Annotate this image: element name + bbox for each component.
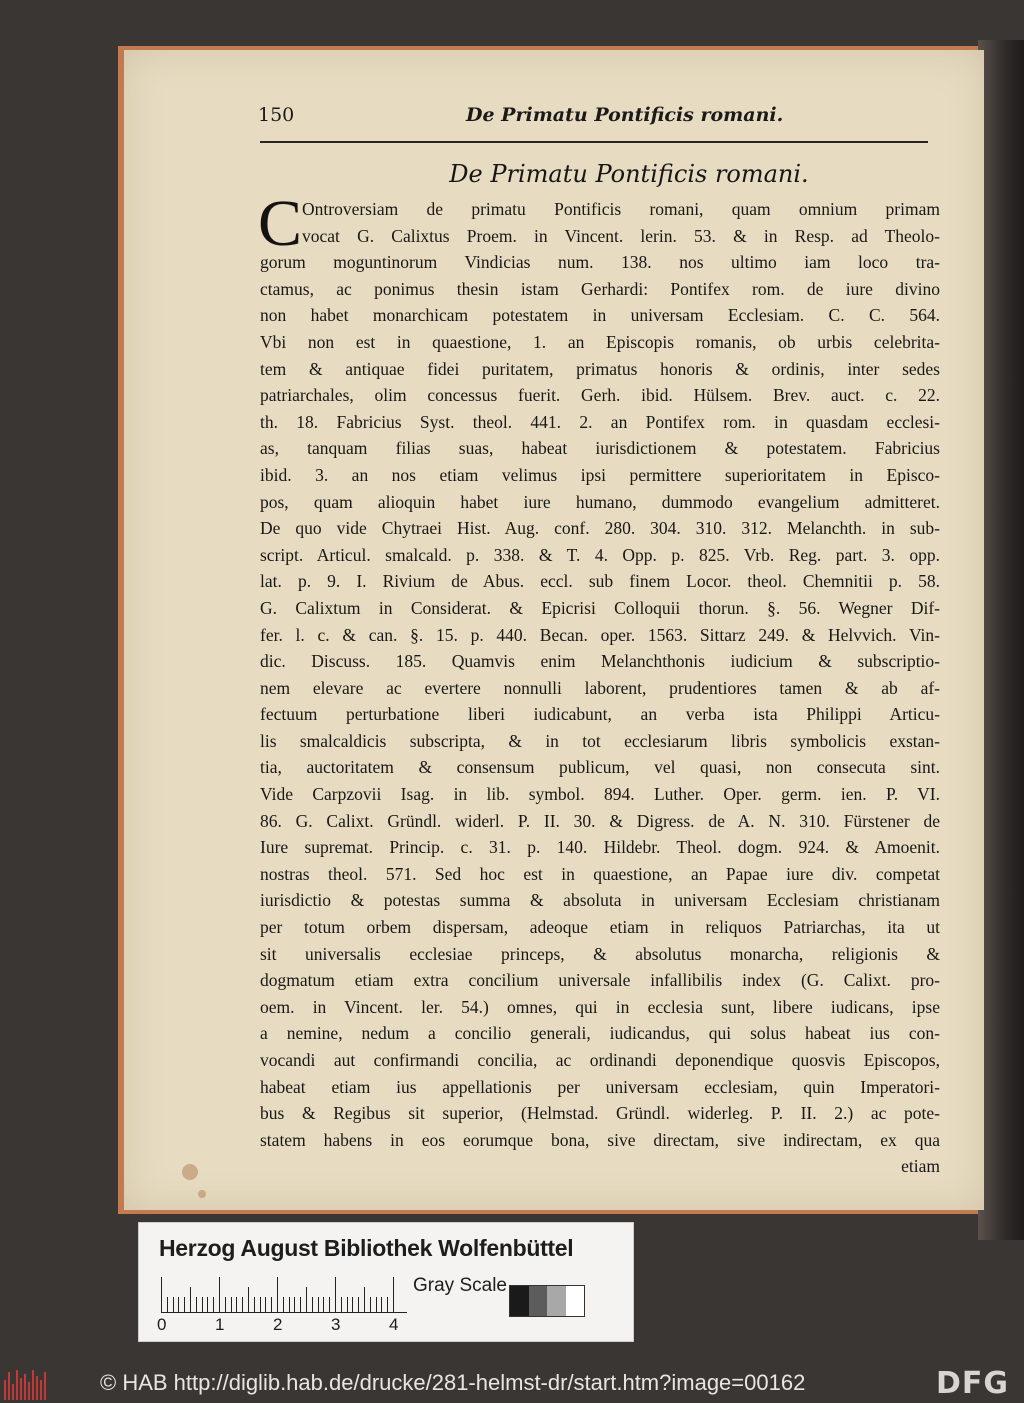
text-line: lat. p. 9. I. Rivium de Abus. eccl. sub finem Locor. theol. Chemnitii p. 58.: [260, 571, 940, 592]
barcode-bar: [4, 1380, 6, 1400]
text-line: a nemine, nedum a concilio generali, iudicandus, qui solus habeat ius con-: [260, 1023, 940, 1044]
header-rule: [260, 141, 928, 143]
ruler-ticks: [161, 1275, 401, 1313]
ruler-tick: [231, 1297, 232, 1313]
ruler-tick: [393, 1277, 394, 1313]
barcode-bar: [12, 1384, 14, 1400]
ruler-tick: [248, 1287, 249, 1313]
ruler-tick: [190, 1287, 191, 1313]
gray-swatch: [547, 1286, 566, 1316]
text-line: nostras theol. 571. Sed hoc est in quaestione, an Papae iure div. competat: [260, 863, 940, 884]
text-line: iurisdictio & potestas summa & absoluta in universam Ecclesiam christianam: [260, 890, 940, 911]
text-line: ibid. 3. an nos etiam velimus ipsi permittere superioritatem in Episco-: [260, 464, 940, 485]
running-title: De Primatu Pontificis romani.: [466, 104, 784, 126]
gray-scale-label: Gray Scale: [413, 1275, 507, 1296]
ruler-tick: [387, 1297, 388, 1313]
gray-swatch: [529, 1286, 548, 1316]
text-line: oem. in Vincent. ler. 54.) omnes, qui in ecclesia sunt, libere iudicans, ipse: [260, 996, 940, 1017]
ruler-tick: [323, 1297, 324, 1313]
ruler-tick: [329, 1297, 330, 1313]
ruler-tick: [213, 1297, 214, 1313]
text-line: lis smalcaldicis subscripta, & in tot ecclesiarum libris symbolicis exstan-: [260, 730, 940, 751]
ruler-tick: [236, 1297, 237, 1313]
drop-cap: C: [258, 187, 303, 260]
text-line: Ontroversiam de primatu Pontificis romani, quam omnium primam: [302, 199, 940, 219]
text-line: non habet monarchicam potestatem in universam Ecclesiam. C. C. 564.: [260, 305, 940, 326]
ruler-tick: [300, 1297, 301, 1313]
barcode-bar: [8, 1372, 10, 1400]
ruler-tick: [265, 1297, 266, 1313]
ruler-tick: [352, 1297, 353, 1313]
gray-swatch: [510, 1286, 529, 1316]
text-line: vocat G. Calixtus Proem. in Vincent. lerin. 53. & in Resp. ad Theolo-: [302, 225, 940, 246]
opposite-page-shadow: [978, 40, 1024, 1240]
text-line: per totum orbem dispersam, adeoque etiam in reliquos Patriarchas, ita ut: [260, 917, 940, 938]
ruler-tick: [173, 1297, 174, 1313]
ruler-tick: [202, 1297, 203, 1313]
text-line: dic. Discuss. 185. Quamvis enim Melanchthonis iudicium & subscriptio-: [260, 651, 940, 672]
source-url-link[interactable]: © HAB http://diglib.hab.de/drucke/281-helmst-dr/start.htm?image=00162: [100, 1370, 806, 1395]
ruler-tick: [283, 1297, 284, 1313]
text-line: as, tanquam filias suas, habeat iurisdictionem & potestatem. Fabricius: [260, 438, 940, 459]
barcode-bar: [32, 1370, 34, 1400]
text-line: dogmatum etiam extra concilium universale infallibilis index (G. Calixt. pro-: [260, 970, 940, 991]
library-name: Herzog August Bibliothek Wolfenbüttel: [159, 1235, 574, 1261]
color-reference-card: [138, 1222, 634, 1342]
ruler-tick: [277, 1277, 278, 1313]
ruler-tick: [254, 1297, 255, 1313]
text-line: statem habens in eos eorumque bona, sive directam, sive indirectam, ex qua: [260, 1129, 940, 1150]
ruler-tick: [178, 1297, 179, 1313]
gray-swatch: [566, 1286, 585, 1316]
text-line: tia, auctoritatem & consensum publicum, vel quasi, non consecuta sint.: [260, 757, 940, 778]
ruler-number: 4: [389, 1315, 399, 1334]
barcode-bar: [28, 1382, 30, 1400]
ruler-tick: [341, 1297, 342, 1313]
text-line: Iure supremat. Princip. c. 31. p. 140. Hildebr. Theol. dogm. 924. & Amoenit.: [260, 837, 940, 858]
ruler-tick: [376, 1297, 377, 1313]
ruler-tick: [312, 1297, 313, 1313]
ruler-tick: [294, 1297, 295, 1313]
ruler-number: 0: [157, 1315, 167, 1334]
ruler-tick: [225, 1297, 226, 1313]
body-text: [258, 187, 940, 1180]
viewer-footer: [0, 1360, 1024, 1403]
ruler-tick: [167, 1297, 168, 1313]
text-line: vocandi aut confirmandi concilia, ac ordinandi deponendique quosvis Episcopos,: [260, 1050, 940, 1070]
barcode-bar: [44, 1372, 46, 1400]
barcode-bar: [20, 1378, 22, 1400]
text-line: 86. G. Calixt. Gründl. widerl. P. II. 30. & Digress. de A. N. 310. Fürstener de: [260, 810, 940, 831]
ruler-baseline: [161, 1312, 407, 1313]
text-line: script. Articul. smalcald. p. 338. & T. 4. Opp. p. 825. Vrb. Reg. part. 3. opp.: [260, 544, 940, 565]
ruler-tick: [381, 1297, 382, 1313]
text-line: sit universalis ecclesiae princeps, & absolutus monarcha, religionis &: [260, 943, 940, 964]
text-line: th. 18. Fabricius Syst. theol. 441. 2. an Pontifex rom. in quasdam ecclesi-: [260, 411, 940, 432]
text-line: gorum moguntinorum Vindicias num. 138. nos ultimo iam loco tra-: [260, 252, 940, 273]
ruler-tick: [184, 1297, 185, 1313]
ruler-tick: [358, 1297, 359, 1313]
dfg-logo: DFG: [936, 1366, 1010, 1401]
ruler-tick: [347, 1297, 348, 1313]
text-line: fer. l. c. & can. §. 15. p. 440. Becan. oper. 1563. Sittarz 249. & Helvvich. Vin-: [260, 624, 940, 645]
ruler-tick: [207, 1297, 208, 1313]
ruler-number: 1: [215, 1315, 225, 1334]
text-line: fectuum perturbatione liberi iudicabunt, an verba ista Philippi Articu-: [260, 704, 940, 725]
text-line: pos, quam alioquin habet iure humano, dummodo evangelium admitteret.: [260, 491, 940, 512]
text-line: Vbi non est in quaestione, 1. an Episcopis romanis, ob urbis celebrita-: [260, 331, 940, 352]
ruler-tick: [260, 1297, 261, 1313]
section-title: De Primatu Pontificis romani.: [449, 160, 809, 188]
ruler-tick: [335, 1277, 336, 1313]
ruler-tick: [271, 1297, 272, 1313]
barcode-bar: [40, 1380, 42, 1400]
hab-barcode-icon: [4, 1366, 48, 1400]
text-line: De quo vide Chytraei Hist. Aug. conf. 280. 304. 310. 312. Melanchth. in sub-: [260, 518, 940, 539]
ruler-tick: [318, 1297, 319, 1313]
catchword: etiam: [901, 1156, 940, 1177]
ruler-tick: [161, 1277, 162, 1313]
text-line: ctamus, ac ponimus thesin istam Gerhardi: Pontifex rom. de iure divino: [260, 278, 940, 299]
ruler-tick: [364, 1287, 365, 1313]
ruler-tick: [289, 1297, 290, 1313]
barcode-bar: [16, 1370, 18, 1400]
ruler-tick: [370, 1297, 371, 1313]
paper-stain: [198, 1190, 206, 1198]
text-line: G. Calixtum in Considerat. & Epicrisi Colloquii thorun. §. 56. Wegner Dif-: [260, 597, 940, 618]
text-line: nem elevare ac evertere nonnulli laborent, prudentiores tamen & ab af-: [260, 677, 940, 698]
ruler-number: 3: [331, 1315, 341, 1334]
text-line: bus & Regibus sit superior, (Helmstad. Gründl. widerleg. P. II. 2.) ac pote-: [260, 1103, 940, 1124]
text-line: habeat etiam ius appellationis per universam ecclesiam, quin Imperatori-: [260, 1076, 940, 1097]
running-head: [258, 104, 938, 132]
page-number: 150: [258, 104, 295, 126]
text-line: patriarchales, olim concessus fuerit. Gerh. ibid. Hülsem. Brev. auct. c. 22.: [260, 385, 940, 406]
ruler-number: 2: [273, 1315, 283, 1334]
paper-stain: [182, 1164, 198, 1180]
ruler-tick: [196, 1297, 197, 1313]
ruler-tick: [306, 1287, 307, 1313]
gray-scale-swatches: [509, 1285, 585, 1317]
barcode-bar: [24, 1374, 26, 1400]
ruler-tick: [242, 1297, 243, 1313]
ruler-tick: [219, 1277, 220, 1313]
text-line: tem & antiquae fidei puritatem, primatus honoris & ordinis, inter sedes: [260, 358, 940, 379]
text-line: Vide Carpzovii Isag. in lib. symbol. 894. Luther. Oper. germ. ien. P. VI.: [260, 784, 940, 805]
barcode-bar: [36, 1376, 38, 1400]
